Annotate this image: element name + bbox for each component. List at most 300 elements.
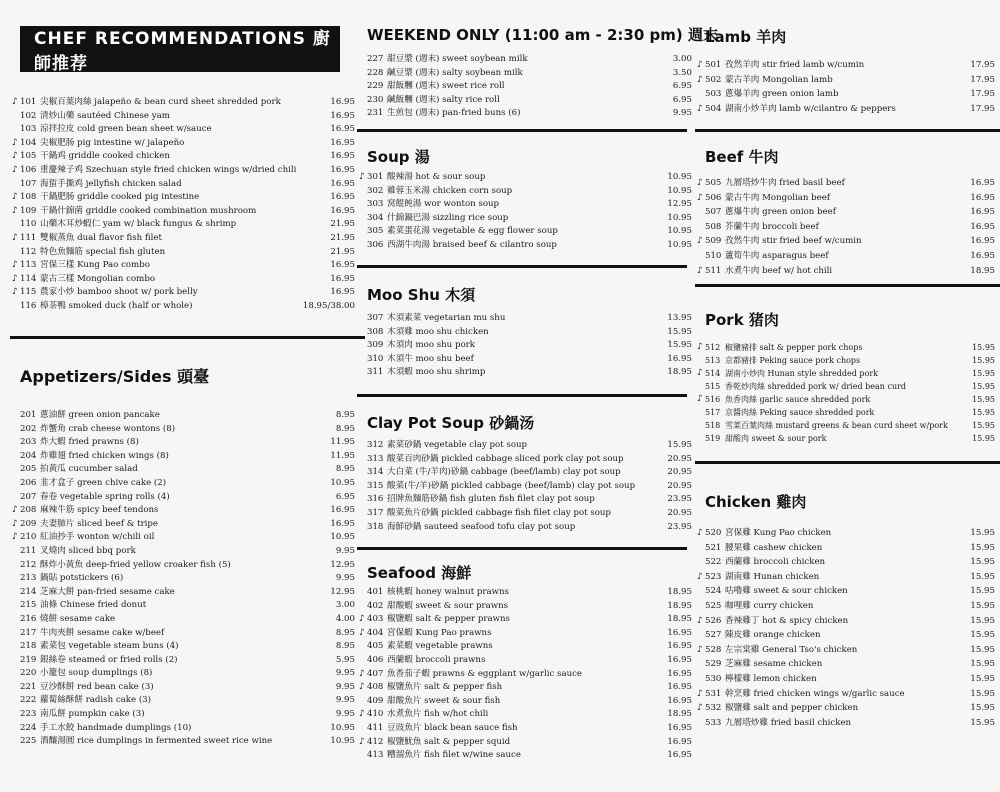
menu-item-number: 507 (705, 207, 722, 218)
lamb-list (697, 58, 995, 116)
menu-item (20, 178, 355, 192)
chili-pepper-icon: ♪ (12, 287, 18, 298)
menu-item-price: 16.95 (970, 221, 995, 232)
menu-item-price: 10.95 (667, 239, 692, 250)
menu-item-price: 6.95 (672, 81, 692, 92)
menu-item-price: 15.95 (970, 703, 995, 714)
menu-item (367, 654, 692, 668)
menu-item-number: 506 (705, 192, 722, 203)
menu-item (705, 541, 995, 556)
menu-item (20, 491, 355, 505)
menu-item-price: 18.95 (970, 265, 995, 276)
menu-item-name: 椒鹽蝦 salt & pepper prawns (387, 614, 510, 625)
menu-item-name: 椒鹽魷魚 salt & pepper squid (387, 736, 511, 747)
menu-item-name: 香乾炒肉絲 shredded pork w/ dried bean curd (725, 382, 907, 391)
menu-item-price: 15.95 (970, 673, 995, 684)
menu-item (697, 367, 995, 380)
menu-item (705, 716, 995, 731)
menu-item-name: 南瓜餅 pumpkin cake (3) (40, 709, 145, 720)
menu-item (705, 672, 995, 687)
menu-item-price: 15.95 (970, 717, 995, 728)
menu-item-number: 516 (705, 395, 721, 404)
menu-item-price: 15.95 (970, 557, 995, 568)
menu-item-price: 6.95 (335, 491, 355, 502)
menu-item-price: 16.95 (667, 654, 692, 665)
menu-item (367, 507, 692, 521)
menu-item-price: 15.95 (972, 408, 995, 417)
menu-item-price: 9.95 (335, 709, 355, 720)
menu-item-name: 椒鹽豬排 salt & pepper pork chops (725, 343, 863, 352)
menu-item-price: 13.95 (667, 313, 692, 323)
menu-item-number: 306 (367, 239, 384, 250)
menu-item (367, 185, 692, 199)
menu-item-number: 310 (367, 353, 384, 364)
chili-pepper-icon: ♪ (12, 192, 18, 203)
menu-item-price: 4.00 (335, 613, 355, 624)
menu-item-number: 216 (20, 613, 37, 624)
menu-item-number: 114 (20, 273, 37, 284)
menu-item (359, 613, 692, 627)
menu-item-price: 16.95 (330, 287, 355, 298)
menu-item (12, 531, 355, 545)
menu-item-name: 素菜砂鍋 vegetable clay pot soup (387, 440, 528, 450)
clay-pot-section (367, 412, 692, 433)
menu-item-number: 309 (367, 340, 384, 351)
menu-item-name: 招牌魚麵筋砂鍋 fish gluten fish filet clay pot soup (387, 494, 595, 505)
menu-item-price: 16.95 (970, 178, 995, 188)
chicken-title: Chicken 雞肉 (705, 493, 807, 511)
menu-item (705, 555, 995, 570)
menu-item-name: 酒釀湯圓 rice dumplings in fermented sweet rice wine (40, 736, 273, 747)
chili-pepper-icon: ♪ (12, 137, 18, 148)
menu-item-price: 10.95 (667, 212, 692, 223)
menu-item-price: 16.95 (667, 641, 692, 652)
menu-item-number: 206 (20, 477, 37, 488)
menu-item (359, 668, 692, 682)
menu-item-number: 311 (367, 367, 384, 378)
menu-item (367, 326, 692, 340)
menu-item (705, 87, 995, 102)
menu-item (367, 480, 692, 494)
menu-item-number: 502 (705, 74, 722, 85)
menu-item-name: 海鮮砂鍋 sauteed seafood tofu clay pot soup (387, 521, 576, 532)
menu-item-price: 16.95 (330, 178, 355, 189)
chili-pepper-icon: ♪ (12, 518, 18, 529)
soup-title: Soup 湯 (367, 148, 430, 166)
menu-item-name: 芥蘭牛肉 broccoli beef (725, 221, 819, 232)
menu-item-name: 農家小炒 bamboo shoot w/ pork belly (40, 287, 198, 298)
menu-item-name: 甜豆漿 (週末) sweet soybean milk (387, 54, 528, 64)
menu-item-name: 酸菜(牛/羊)砂鍋 pickled cabbage (beef/lamb) clay pot soup (387, 480, 636, 491)
menu-item-price: 8.95 (335, 410, 355, 420)
menu-item (20, 613, 355, 627)
menu-item (12, 150, 355, 164)
menu-item-name: 湖南雞 Hunan chicken (725, 571, 820, 582)
menu-item-name: 蔥油餅 green onion pancake (40, 410, 160, 420)
chili-pepper-icon: ♪ (12, 97, 18, 107)
menu-item-name: 木須蝦 moo shu shrimp (387, 367, 486, 378)
menu-item (12, 273, 355, 287)
menu-item-price: 17.95 (970, 89, 995, 100)
menu-item-name: 雙椒蒸魚 dual flavor fish filet (40, 232, 162, 243)
menu-item-number: 318 (367, 521, 384, 532)
menu-item-number: 301 (367, 172, 384, 182)
chili-pepper-icon: ♪ (697, 178, 703, 188)
menu-item-number: 501 (705, 60, 722, 70)
menu-item (697, 701, 995, 716)
menu-item-name: 木須牛 moo shu beef (387, 353, 474, 364)
menu-item-name: 韭才盒子 green chive cake (2) (40, 477, 167, 488)
menu-item-name: 海蜇手撕鸡 jellyfish chicken salad (40, 178, 182, 189)
menu-item (20, 436, 355, 450)
soup-list (359, 171, 692, 253)
menu-item-number: 108 (20, 192, 37, 203)
menu-item (20, 681, 355, 695)
menu-item-number: 522 (705, 557, 722, 568)
menu-item-price: 20.95 (667, 480, 692, 491)
chili-pepper-icon: ♪ (12, 505, 18, 516)
menu-item (20, 722, 355, 736)
menu-item-price: 20.95 (667, 507, 692, 518)
menu-item (12, 137, 355, 151)
menu-item-number: 209 (20, 518, 37, 529)
menu-item-number: 413 (367, 750, 384, 761)
menu-item-name: 清炒山藥 sautéed Chinese yam (40, 110, 170, 121)
menu-item-name: 叉燒肉 sliced bbq pork (40, 545, 136, 556)
menu-item-name: 糟溜魚片 fish filet w/wine sauce (387, 750, 521, 761)
menu-item (20, 110, 355, 124)
menu-item-name: 拍黃瓜 cucumber salad (40, 464, 138, 475)
moo-shu-list (367, 312, 692, 380)
menu-item-name: 蒙古羊肉 Mongolian lamb (725, 74, 833, 85)
menu-item-price: 15.95 (970, 571, 995, 582)
menu-item-name: 春卷 vegetable spring rolls (4) (40, 491, 170, 502)
menu-item-price: 15.95 (970, 600, 995, 611)
menu-item-price: 15.95 (667, 326, 692, 337)
menu-item-price: 10.95 (330, 532, 355, 543)
menu-item-price: 18.95 (667, 587, 692, 597)
menu-item-number: 408 (367, 682, 384, 693)
menu-item-number: 513 (705, 356, 721, 365)
menu-item-number: 112 (20, 246, 37, 257)
menu-item-name: 尖椒百葉肉絲 jalapeño & bean curd sheet shredded pork (40, 97, 281, 107)
menu-item-number: 404 (367, 627, 384, 638)
menu-item-name: 甜酸肉 sweet & sour pork (725, 434, 827, 443)
menu-item-price: 9.95 (335, 668, 355, 679)
menu-item-number: 524 (705, 586, 722, 597)
menu-item-name: 水煮牛肉 beef w/ hot chili (725, 265, 833, 276)
menu-item-price: 16.95 (330, 164, 355, 175)
menu-item (20, 545, 355, 559)
menu-item (12, 286, 355, 300)
menu-item-price: 16.95 (667, 736, 692, 747)
menu-item-name: 九層塔炒雞 fried basil chicken (725, 717, 852, 728)
menu-item-price: 23.95 (667, 494, 692, 505)
section-divider (357, 547, 687, 550)
lamb-title: Lamb 羊肉 (705, 28, 787, 46)
menu-item-name: 炸雞翅 fried chicken wings (8) (40, 450, 169, 461)
chili-pepper-icon: ♪ (359, 682, 365, 693)
menu-item-number: 106 (20, 164, 37, 175)
menu-item-number: 410 (367, 709, 384, 720)
menu-item-name: 蔥爆牛肉 green onion beef (725, 207, 836, 218)
menu-item-number: 220 (20, 668, 37, 679)
menu-item (20, 477, 355, 491)
menu-item-name: 西湖牛肉湯 braised beef & cilantro soup (387, 239, 557, 250)
menu-item (359, 736, 692, 750)
menu-item-price: 8.95 (335, 641, 355, 652)
menu-item-name: 鍋貼 potstickers (6) (40, 573, 124, 584)
menu-item-price: 21.95 (330, 246, 355, 257)
menu-item (359, 681, 692, 695)
menu-item-name: 鹹豆漿 (週末) salty soybean milk (387, 67, 523, 78)
menu-item-price: 16.95 (970, 236, 995, 247)
menu-item-name: 酥炸小黃魚 deep-fried yellow croaker fish (5) (40, 559, 231, 570)
menu-item-price: 11.95 (330, 450, 355, 461)
soup-section (367, 146, 692, 167)
section-divider (357, 265, 687, 268)
menu-item-price: 18.95/38.00 (302, 300, 355, 311)
menu-item (20, 627, 355, 641)
menu-item (697, 341, 995, 354)
menu-item-number: 221 (20, 681, 37, 692)
menu-item-price: 16.95 (330, 205, 355, 216)
menu-item-number: 406 (367, 654, 384, 665)
menu-item-number: 307 (367, 313, 384, 323)
menu-item-number: 224 (20, 722, 37, 733)
menu-item-number: 312 (367, 440, 384, 450)
menu-item-price: 16.95 (330, 505, 355, 516)
menu-item-name: 山藥木耳炒蝦仁 yam w/ black fungus & shrimp (40, 219, 237, 230)
section-divider (357, 129, 687, 132)
chili-pepper-icon: ♪ (697, 394, 703, 404)
menu-item (705, 628, 995, 643)
chili-pepper-icon: ♪ (697, 103, 703, 114)
menu-item (367, 640, 692, 654)
chicken-section (705, 491, 995, 512)
menu-item-number: 109 (20, 205, 37, 216)
menu-item-price: 12.95 (667, 199, 692, 210)
menu-item-name: 蘿蔔絲酥餅 radish cake (3) (40, 695, 151, 706)
section-divider (10, 336, 365, 339)
menu-item-number: 211 (20, 545, 37, 556)
menu-item-number: 229 (367, 81, 384, 92)
menu-item-name: 蒙古三樣 Mongolian combo (40, 273, 155, 284)
section-divider (695, 461, 1000, 464)
menu-item (697, 264, 995, 279)
menu-item (359, 171, 692, 185)
menu-item (705, 354, 995, 367)
menu-item (20, 123, 355, 137)
menu-item-number: 223 (20, 709, 37, 720)
menu-item-number: 215 (20, 600, 37, 611)
menu-item-name: 特色魚麵筋 special fish gluten (40, 246, 166, 257)
menu-item (705, 205, 995, 220)
menu-item-number: 105 (20, 151, 37, 162)
menu-item-name: 雞蓉玉米湯 chicken corn soup (387, 185, 513, 196)
menu-item-name: 干鍋鸡 griddle cooked chicken (40, 151, 170, 162)
seafood-title: Seafood 海鮮 (367, 564, 472, 582)
moo-shu-section (367, 284, 692, 305)
menu-item-price: 6.95 (672, 94, 692, 105)
seafood-section (367, 562, 692, 583)
menu-item-number: 201 (20, 410, 37, 420)
menu-item-name: 椒鹽魚片 salt & pepper fish (387, 682, 503, 693)
menu-item-number: 222 (20, 695, 37, 706)
menu-item-price: 10.95 (667, 172, 692, 182)
menu-item-number: 514 (705, 369, 721, 378)
menu-item-name: 尖椒肥肠 pig intestine w/ jalapeño (40, 137, 185, 148)
chili-pepper-icon: ♪ (697, 571, 703, 582)
menu-item (697, 234, 995, 249)
chef-recommendations-banner: CHEF RECOMMENDATIONS 廚師推荐 (20, 26, 340, 72)
menu-item-number: 409 (367, 695, 384, 706)
menu-item (705, 380, 995, 393)
menu-item-name: 芝麻大餅 pan-fried sesame cake (40, 586, 175, 597)
menu-item-number: 217 (20, 627, 37, 638)
menu-item-number: 104 (20, 137, 37, 148)
menu-item (367, 695, 692, 709)
menu-item-name: 檸檬雞 lemon chicken (725, 673, 817, 684)
menu-item (367, 94, 692, 108)
menu-item-name: 窝餛飩湯 wor wonton soup (387, 199, 500, 210)
menu-item (20, 463, 355, 477)
menu-item-name: 燒餅 sesame cake (40, 613, 116, 624)
beef-title: Beef 牛肉 (705, 148, 779, 166)
menu-item-number: 302 (367, 185, 384, 196)
menu-item-number: 113 (20, 260, 37, 271)
chili-pepper-icon: ♪ (359, 736, 365, 747)
chili-pepper-icon: ♪ (12, 151, 18, 162)
menu-item-number: 503 (705, 89, 722, 100)
menu-item (697, 102, 995, 117)
menu-item-number: 527 (705, 630, 722, 641)
menu-item (367, 466, 692, 480)
menu-item (12, 504, 355, 518)
chili-pepper-icon: ♪ (359, 668, 365, 679)
menu-item-number: 519 (705, 434, 721, 443)
menu-item-number: 111 (20, 232, 37, 243)
menu-item-number: 517 (705, 408, 721, 417)
beef-section (705, 146, 995, 167)
menu-item-name: 牛肉夾餅 sesame cake w/beef (40, 627, 165, 638)
menu-item (20, 409, 355, 423)
menu-item-name: 生煎包 (週末) pan-fried buns (6) (387, 108, 521, 119)
section-divider (695, 284, 1000, 287)
menu-item-name: 蒙古牛肉 Mongolian beef (725, 192, 831, 203)
pork-section (705, 309, 995, 330)
menu-item-name: 干鍋肥肠 griddle cooked pig intestine (40, 192, 200, 203)
menu-item-name: 孜然牛肉 stir fried beef w/cumin (725, 236, 862, 247)
chili-pepper-icon: ♪ (12, 164, 18, 175)
menu-item-number: 505 (705, 178, 722, 188)
menu-item-name: 雪菜百葉肉絲 mustard greens & bean curd sheet w/pork (725, 421, 948, 430)
menu-item-price: 15.95 (970, 615, 995, 626)
menu-item (367, 586, 692, 600)
menu-item-name: 水煮魚片 fish w/hot chili (387, 709, 489, 720)
chili-pepper-icon: ♪ (12, 205, 18, 216)
menu-item-number: 203 (20, 437, 37, 448)
menu-item (12, 191, 355, 205)
chili-pepper-icon: ♪ (359, 627, 365, 638)
menu-item-name: 涼拌拉皮 cold green bean sheet w/sauce (40, 124, 212, 135)
menu-item-price: 17.95 (970, 60, 995, 70)
menu-item (705, 406, 995, 419)
menu-item (367, 67, 692, 81)
menu-item-name: 鹹飯糰 (週末) salty rice roll (387, 94, 500, 105)
menu-item (12, 518, 355, 532)
menu-item-name: 京都豬排 Peking sauce pork chops (725, 356, 861, 365)
menu-item (367, 339, 692, 353)
menu-item (20, 640, 355, 654)
menu-item-price: 21.95 (330, 219, 355, 230)
menu-item-name: 腰果雞 cashew chicken (725, 542, 823, 553)
chili-pepper-icon: ♪ (697, 342, 703, 352)
menu-item-number: 230 (367, 94, 384, 105)
menu-item-price: 10.95 (667, 185, 692, 196)
chili-pepper-icon: ♪ (697, 265, 703, 276)
menu-item-name: 魚香茄子蝦 prawns & eggplant w/garlic sauce (387, 668, 583, 679)
menu-item-number: 412 (367, 736, 384, 747)
menu-item (367, 312, 692, 326)
menu-item-price: 15.95 (972, 421, 995, 430)
menu-item-number: 526 (705, 615, 722, 626)
menu-item-price: 15.95 (667, 440, 692, 450)
menu-item (367, 239, 692, 253)
chili-pepper-icon: ♪ (697, 688, 703, 699)
menu-item-name: 湖南小炒肉 Hunan style shredded pork (725, 369, 879, 378)
menu-item-name: 香辣雞丁 hot & spicy chicken (725, 615, 849, 626)
menu-item (12, 259, 355, 273)
menu-item-number: 407 (367, 668, 384, 679)
menu-item (367, 600, 692, 614)
menu-item-price: 15.95 (970, 659, 995, 670)
menu-item-number: 225 (20, 736, 37, 747)
menu-item-name: 核桃蝦 honey walnut prawns (387, 587, 509, 597)
weekend-list (367, 53, 692, 121)
menu-item (20, 559, 355, 573)
menu-item-price: 16.95 (667, 722, 692, 733)
menu-item-name: 素菜包 vegetable steam buns (4) (40, 641, 179, 652)
menu-item-price: 20.95 (667, 453, 692, 464)
menu-item-number: 515 (705, 382, 721, 391)
section-divider (695, 129, 1000, 132)
chili-pepper-icon: ♪ (359, 172, 365, 182)
menu-item-number: 116 (20, 300, 37, 311)
menu-item-name: 手工水餃 handmade dumplings (10) (40, 722, 192, 733)
menu-item (12, 164, 355, 178)
menu-item-number: 508 (705, 221, 722, 232)
menu-item (20, 667, 355, 681)
menu-item-price: 16.95 (667, 668, 692, 679)
menu-item-number: 529 (705, 659, 722, 670)
appetizers-list (12, 409, 355, 749)
menu-item-number: 101 (20, 97, 37, 107)
menu-item-name: 樟茶鴨 smoked duck (half or whole) (40, 300, 193, 311)
menu-item (367, 749, 692, 763)
menu-item-price: 9.95 (335, 545, 355, 556)
menu-item-number: 511 (705, 265, 722, 276)
menu-item-number: 110 (20, 219, 37, 230)
menu-item (367, 453, 692, 467)
menu-item-price: 16.95 (330, 151, 355, 162)
menu-item-name: 木須肉 moo shu pork (387, 340, 475, 351)
section-divider (357, 394, 687, 397)
menu-item-number: 523 (705, 571, 722, 582)
seafood-list (359, 586, 692, 763)
menu-item-name: 油條 Chinese fried donut (40, 600, 147, 611)
menu-item-price: 16.95 (330, 110, 355, 121)
